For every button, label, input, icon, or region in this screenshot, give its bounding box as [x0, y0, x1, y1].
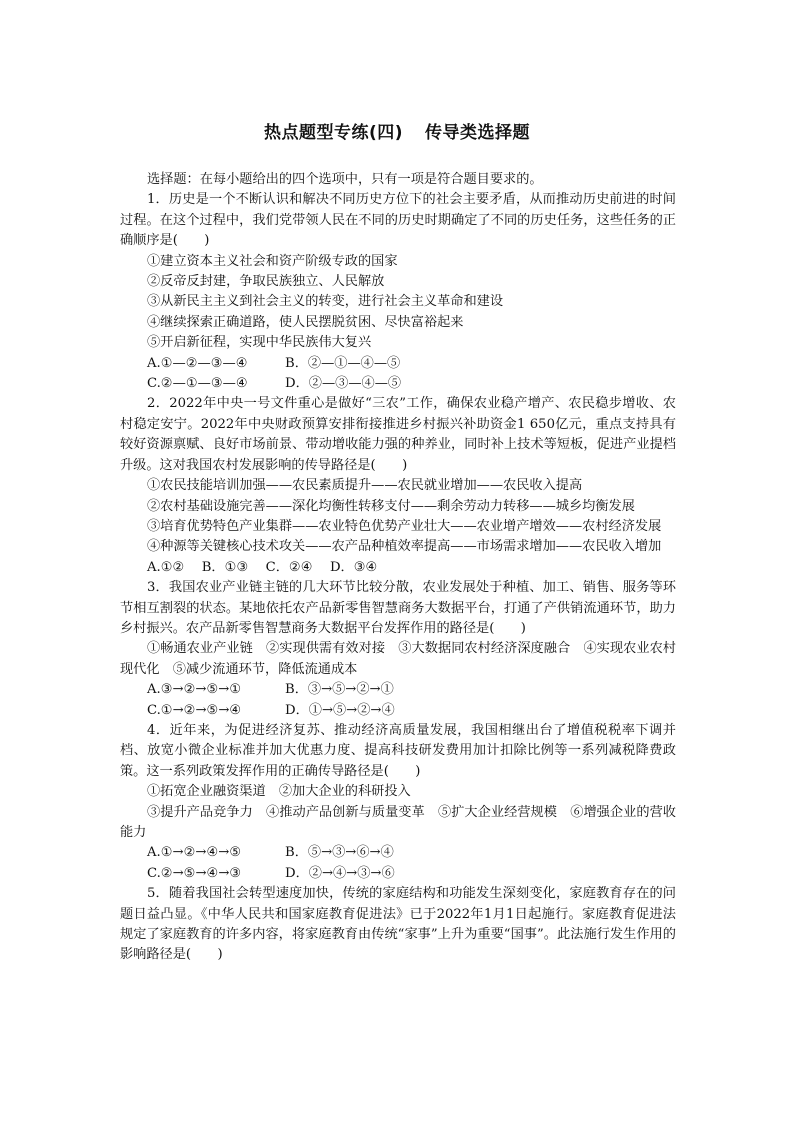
q4-options — [120, 864, 676, 884]
q1-option-d: D．②—③—④—⑤ — [285, 376, 402, 392]
q3-options — [120, 701, 676, 721]
q1-item: ②反帝反封建，争取民族独立、人民解放 — [147, 274, 385, 290]
q3-option-a: A.③→②→⑤→① — [147, 682, 242, 698]
q4-option-b: B．⑤→③→⑥→④ — [285, 845, 394, 861]
q1-option-c: C.②—①—③—④ — [147, 376, 248, 392]
page-title — [0, 118, 794, 143]
q1-item: ①建立资本主义社会和资产阶级专政的国家 — [147, 253, 398, 269]
instructions: 选择题：在每小题给出的四个选项中，只有一项是符合题目要求的。 — [147, 172, 543, 187]
q1-item: ④继续探索正确道路，使人民摆脱贫困、尽快富裕起来 — [147, 314, 464, 330]
q1-item: ⑤开启新征程，实现中华民族伟大复兴 — [147, 335, 372, 351]
q4-option-c: C.②→⑤→④→③ — [147, 865, 242, 881]
q1-options — [120, 354, 676, 374]
q4-option-d: D．②→④→③→⑥ — [285, 865, 395, 881]
q1-option-a: A.①—②—③—④ — [147, 355, 248, 371]
q1-item: ③从新民主主义到社会主义的转变，进行社会主义革命和建设 — [147, 294, 504, 310]
q2-item: ④种源等关键核心技术攻关——农产品种植效率提高——市场需求增加——农民收入增加 — [147, 539, 662, 555]
q3-items: ①畅通农业产业链 ②实现供需有效对接 ③大数据同农村经济深度融合 ④实现农业农村现代化 ⑤减少流通环节，降低流通成本 — [120, 641, 676, 677]
q1-options — [120, 374, 676, 394]
q2-stem: 2．2022年中央一号文件重心是做好“三农”工作，确保农业稳产增产、农民稳步增收、农村稳定安宁。2022年中央财政预算安排衔接推进乡村振兴补助资金1 650亿元，重点支持具有较好资源禀赋、良好市场前景、带动增收能力强的种养业，同时补上技术等短板，促进产业提档升级。这对我国农村发展影响的传导路径是( ) — [120, 396, 676, 473]
q4-items: ①拓宽企业融资渠道 ②加大企业的科研投入 — [147, 784, 411, 800]
q4-items: ③提升产品竞争力 ④推动产品创新与质量变革 ⑤扩大企业经营规模 ⑥增强企业的营收能力 — [120, 804, 676, 840]
question-content — [120, 170, 676, 966]
q2-item: ②农村基础设施完善——深化均衡性转移支付——剩余劳动力转移——城乡均衡发展 — [147, 498, 635, 514]
q3-option-b: B．③→⑤→②→① — [285, 682, 394, 698]
title-main: 热点题型专练(四) — [263, 123, 404, 143]
q2-item: ③培育优势特色产业集群——农业特色优势产业壮大——农业增产增效——农村经济发展 — [147, 518, 662, 534]
q3-option-d: D．①→⑤→②→④ — [285, 702, 395, 718]
q3-stem: 3．我国农业产业链主链的几大环节比较分散，农业发展处于种植、加工、销售、服务等环节相互割裂的状态。某地依托农产品新零售智慧商务大数据平台，打通了产供销流通环节，助力乡村振兴。农产品新零售智慧商务大数据平台发挥作用的路径是( ) — [120, 580, 676, 636]
q4-option-a: A.①→②→④→⑤ — [147, 845, 242, 861]
q1-option-b: B．②—①—④—⑤ — [285, 355, 401, 371]
q2-item: ①农民技能培训加强——农民素质提升——农民就业增加——农民收入提高 — [147, 478, 583, 494]
q1-stem: 1．历史是一个不断认识和解决不同历史方位下的社会主要矛盾，从而推动历史前进的时间过程。在这个过程中，我们党带领人民在不同的历史时期确定了不同的历史任务，这些任务的正确顺序是( ) — [120, 192, 676, 249]
q3-option-c: C.①→②→⑤→④ — [147, 702, 242, 718]
q2-options: A.①② B．①③ C．②④ D．③④ — [147, 559, 378, 575]
q3-options — [120, 680, 676, 700]
title-sub: 传导类选择题 — [425, 123, 531, 143]
q4-options — [120, 843, 676, 863]
q5-stem: 5．随着我国社会转型速度加快，传统的家庭结构和功能发生深刻变化，家庭教育存在的问题日益凸显。《中华人民共和国家庭教育促进法》已于2022年1月1日起施行。家庭教育促进法规定了家庭教育的许多内容，将家庭教育由传统“家事”上升为重要“国事”。此法施行发生作用的影响路径是( ) — [120, 886, 676, 963]
q4-stem: 4．近年来，为促进经济复苏、推动经济高质量发展，我国相继出台了增值税税率下调并档、放宽小微企业标准并加大优惠力度、提高科技研发费用加计扣除比例等一系列减税降费政策。这一系列政策发挥作用的正确传导路径是( ) — [120, 722, 676, 779]
